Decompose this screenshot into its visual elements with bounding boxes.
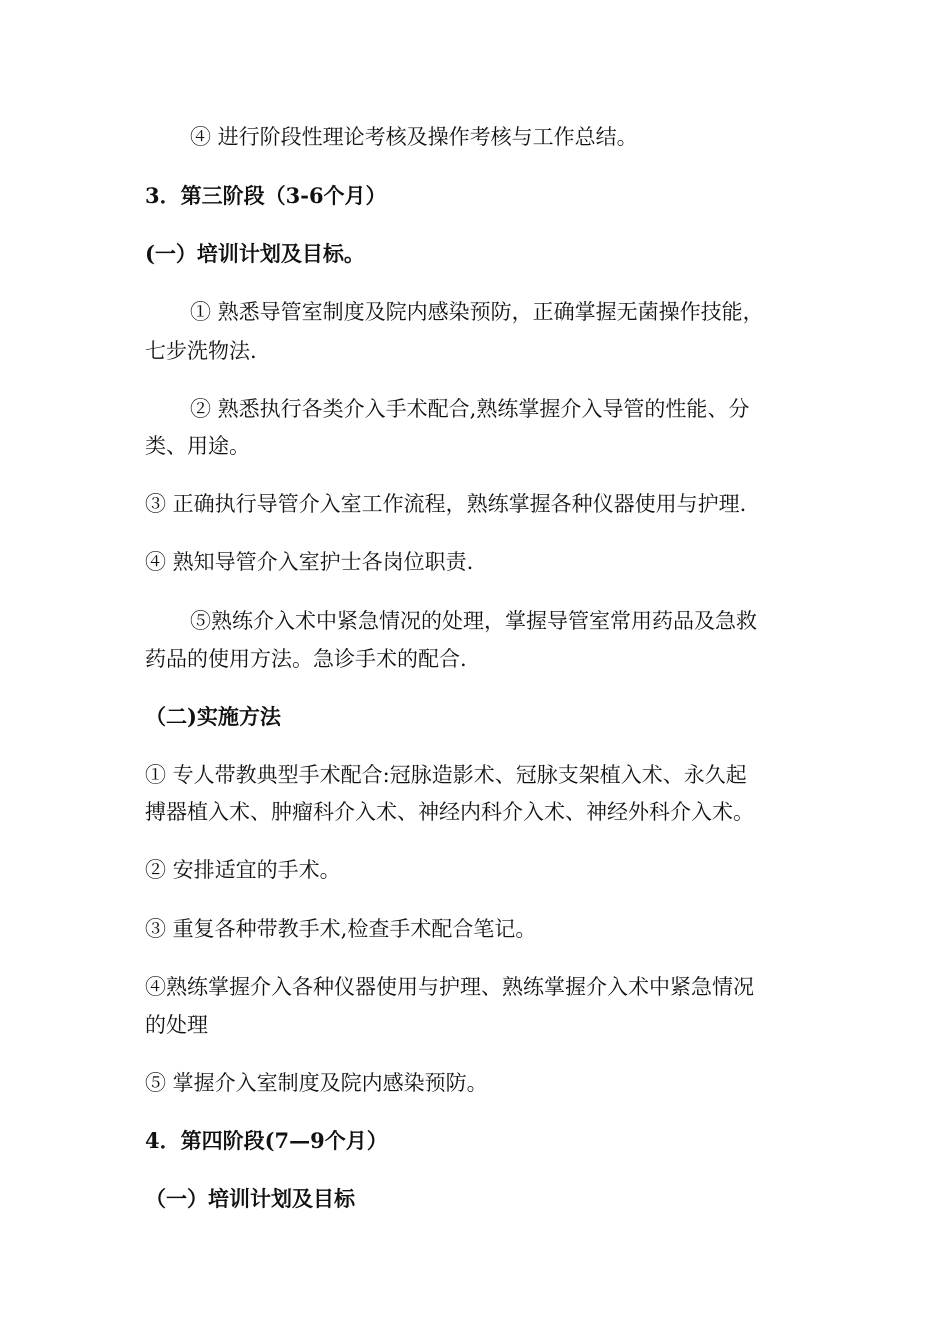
text-line-method-4: ④熟练掌握介入各种仪器使用与护理、熟练掌握介入术中紧急情况 [145, 975, 754, 999]
text-line-item-2: ② 熟悉执行各类介入手术配合,熟练掌握介入导管的性能、分 [190, 397, 750, 421]
text-line-assessment: ④ 进行阶段性理论考核及操作考核与工作总结。 [190, 125, 638, 149]
subheading-methods: （二)实施方法 [145, 704, 281, 729]
text-line-method-5: ⑤ 掌握介入室制度及院内感染预防。 [145, 1071, 488, 1095]
text-line-item-1-cont: 七步洗物法. [145, 339, 257, 363]
text-line-item-3: ③ 正确执行导管介入室工作流程，熟练掌握各种仪器使用与护理. [145, 492, 747, 516]
text-line-item-2-cont: 类、用途。 [145, 434, 250, 458]
text-line-method-3: ③ 重复各种带教手术,检查手术配合笔记。 [145, 917, 537, 941]
subheading-plan-goals-stage-4: （一）培训计划及目标 [145, 1186, 355, 1211]
text-line-method-2: ② 安排适宜的手术。 [145, 858, 341, 882]
text-line-method-1: ① 专人带教典型手术配合:冠脉造影术、冠脉支架植入术、永久起 [145, 763, 747, 787]
heading-stage-3: 3．第三阶段（3-6个月） [145, 183, 387, 208]
text-line-item-5-cont: 药品的使用方法。急诊手术的配合. [145, 647, 467, 671]
subheading-plan-goals: (一）培训计划及目标。 [145, 241, 365, 266]
text-line-item-5: ⑤熟练介入术中紧急情况的处理，掌握导管室常用药品及急救 [190, 609, 757, 633]
heading-stage-4: 4．第四阶段(7—9个月） [145, 1128, 388, 1153]
text-line-item-4: ④ 熟知导管介入室护士各岗位职责. [145, 550, 474, 574]
text-line-method-4-cont: 的处理 [145, 1013, 208, 1037]
text-line-item-1: ① 熟悉导管室制度及院内感染预防，正确掌握无菌操作技能， [190, 300, 764, 324]
text-line-method-1-cont: 搏器植入术、肿瘤科介入术、神经内科介入术、神经外科介入术。 [145, 800, 754, 824]
